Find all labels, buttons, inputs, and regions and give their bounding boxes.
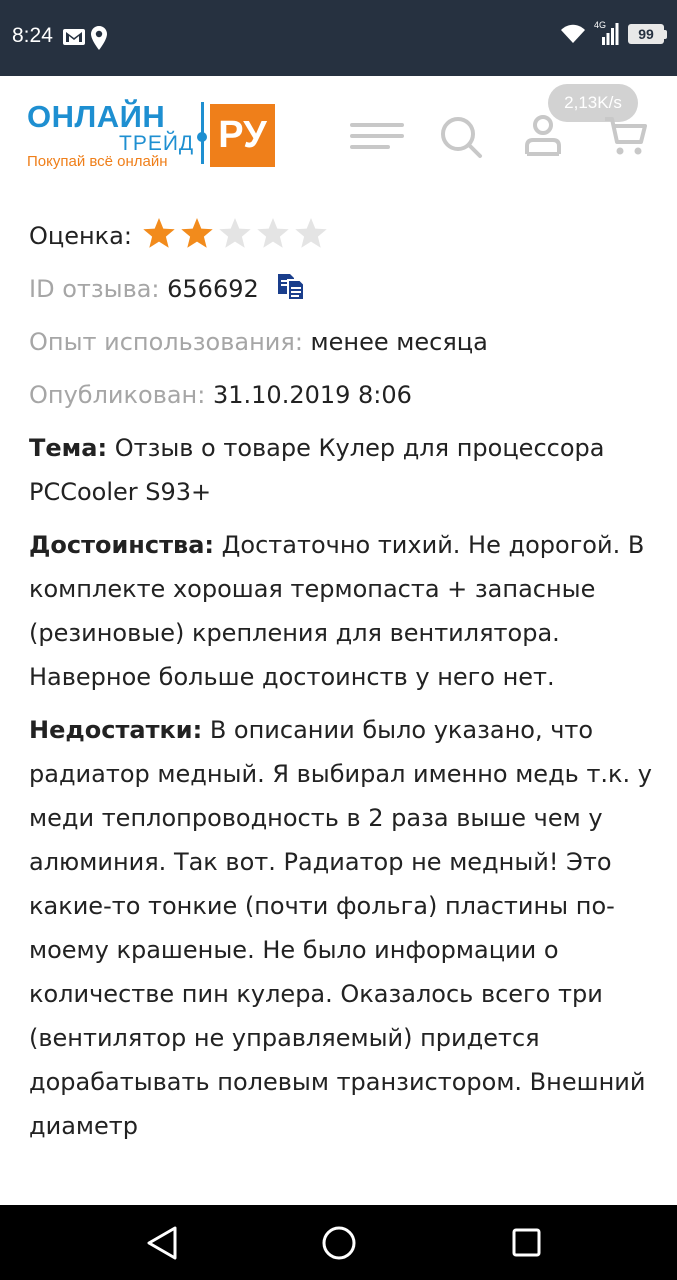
location-icon [90, 25, 108, 51]
star-empty-icon [294, 217, 328, 249]
cons-label: Недостатки: [29, 716, 203, 744]
cart-icon[interactable] [603, 114, 649, 158]
network-speed-badge: 2,13K/s [548, 84, 638, 122]
rating-row [29, 214, 654, 258]
cons-paragraph [29, 708, 654, 1148]
site-header [0, 76, 677, 200]
experience-value: менее месяца [310, 328, 488, 356]
star-filled-icon [180, 217, 214, 249]
user-icon[interactable] [523, 114, 563, 158]
published-row [29, 373, 654, 417]
mail-icon [62, 28, 86, 46]
search-icon[interactable] [438, 114, 484, 160]
experience-row [29, 320, 654, 364]
topic-label: Тема: [29, 434, 108, 462]
review-id-label: ID отзыва: [29, 275, 160, 303]
rating-label: Оценка: [29, 222, 132, 250]
logo-dot [197, 132, 207, 142]
experience-label: Опыт использования: [29, 328, 303, 356]
logo-badge: РУ [210, 104, 275, 167]
topic-value: Отзыв о товаре Кулер для процессора PCCooler S93+ [29, 434, 605, 506]
menu-icon[interactable] [349, 114, 405, 158]
logo-slogan: Покупай всё онлайн [27, 153, 168, 170]
review-id-value: 656692 [167, 275, 259, 303]
copy-icon[interactable] [276, 272, 306, 302]
logo-text-treid: ТРЕЙД [119, 132, 195, 155]
star-empty-icon [256, 217, 290, 249]
cons-value: В описании было указано, что радиатор медный. Я выбирал именно медь т.к. у меди теплопроводность в 2 раза выше чем у алюминия. Так вот. Радиатор не медный! Это какие-то тонкие (почти фольга) пластины по-моему крашеные. Не было информации о количестве пин кулера. Оказалось всего три (вентилятор не управляемый) придется дорабатывать полевым транзистором. Внешний диаметр [29, 716, 653, 1140]
status-indicators [560, 22, 667, 46]
review-content [29, 200, 654, 1148]
recents-icon[interactable] [512, 1225, 542, 1261]
site-logo[interactable] [27, 99, 277, 172]
wifi-icon [560, 23, 586, 45]
status-bar [0, 0, 677, 76]
pros-label: Достоинства: [29, 531, 215, 559]
system-nav-bar [0, 1205, 677, 1280]
star-filled-icon [142, 217, 176, 249]
network-type-label: 4G [594, 20, 607, 30]
home-icon[interactable] [321, 1225, 357, 1261]
review-id-row [29, 267, 654, 311]
published-value: 31.10.2019 8:06 [212, 381, 412, 409]
rating-stars [142, 217, 328, 249]
published-label: Опубликован: [29, 381, 206, 409]
battery-icon [628, 24, 667, 44]
pros-paragraph [29, 523, 654, 699]
pros-value: Достаточно тихий. Не дорогой. В комплекте хорошая термопаста + запасные (резиновые) крепления для вентилятора. Наверное больше достоинств у него нет. [29, 531, 645, 691]
status-time: 8:24 [12, 24, 53, 47]
back-icon[interactable] [145, 1225, 179, 1261]
battery-level: 99 [628, 24, 664, 44]
logo-text-online: ОНЛАЙН [27, 99, 166, 134]
signal-icon [594, 22, 620, 46]
star-empty-icon [218, 217, 252, 249]
topic-paragraph [29, 426, 654, 514]
